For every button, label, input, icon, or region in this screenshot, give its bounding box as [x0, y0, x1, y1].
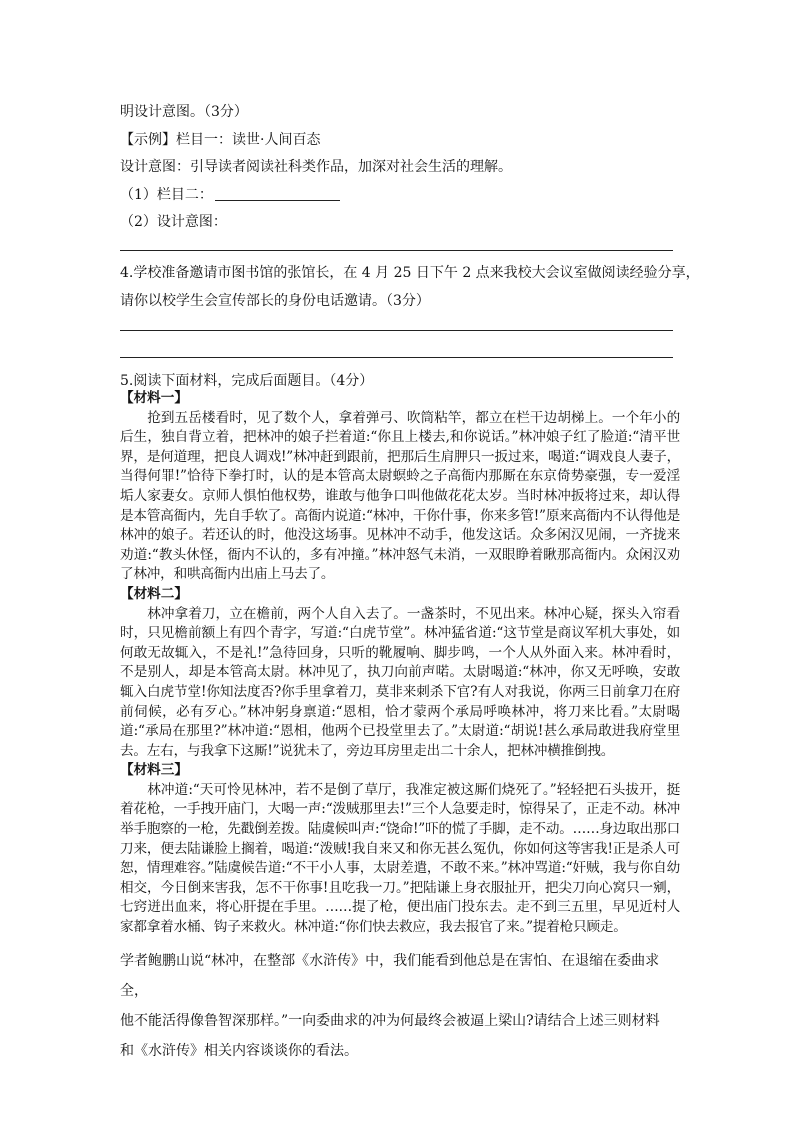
question-5-prompt-line-1: 学者鲍鹏山说“林冲，在整部《水浒传》中，我们能看到他总是在害怕、在退缩在委曲求全， — [120, 953, 660, 999]
material-1-text: 抢到五岳楼看时，见了数个人，拿着弹弓、吹筒粘竿，都立在栏干边胡梯上。一个年小的后生，独自背立着，把林冲的娘子拦着道:“你且上楼去,和你说话。”林冲娘子红了脸道:“清平世界，是何道理，把良人调戏!”林冲赶到跟前，把那后生肩胛只一扳过来，喝道:“调戏良人妻子，当得何罪!”恰待下拳打时，认的是本管高太尉螟蛉之子高衙内那厮在东京倚势豪强，专一爱淫垢人家妻女。京师人惧怕他权势，谁敢与他争口叫他做花花太岁。当时林冲扳将过来，却认得是本管高衙内，先自手软了。高衙内说道:“林冲，干你什事，你来多管!”原来高衙内不认得他是林冲的娘子。若还认的时，他没这场事。见林冲不动手，他发这话。众多闲汉见闹，一齐拢来劝道:“教头休怪，衙内不认的，多有冲撞。”林冲怒气未消，一双眼睁着瞅那高衙内。众闲汉劝了林冲，和哄高衙内出庙上马去了。 — [120, 409, 680, 583]
column-two-answer-blank[interactable] — [215, 186, 340, 201]
material-section — [120, 389, 680, 938]
answer-line[interactable] — [120, 357, 673, 358]
question-4-line-1: 4.学校准备邀请市图书馆的张馆长，在 4 月 25 日下午 2 点来我校大会议室做阅读经验分享， — [120, 265, 700, 281]
example-intent-line: 设计意图：引导读者阅读社科类作品，加深对社会生活的理解。 — [120, 159, 512, 175]
material-1-heading: 【材料一】 — [120, 390, 188, 406]
material-3-heading: 【材料三】 — [120, 762, 188, 779]
design-intent-label: （2）设计意图： — [120, 214, 227, 230]
material-2-text: 林冲拿着刀，立在檐前，两个人自入去了。一盏茶时，不见出来。林冲心疑，探头入帘看时，只见檐前额上有四个青字，写道:“白虎节堂”。林冲猛省道:“这节堂是商议军机大事处，如何敢无故辄入，不是礼!”急待回身，只听的靴履响、脚步鸣，一个人从外面入来。林冲看时，不是别人，却是本管高太尉。林冲见了，执刀向前声喏。太尉喝道:“林冲，你又无呼唤，安敢辄入白虎节堂!你知法度否?你手里拿着刀，莫非来刺杀下官?有人对我说，你两三日前拿刀在府前伺候，必有歹心。”林冲躬身禀道:“恩相，恰才蒙两个承局呼唤林冲，将刀来比看。”太尉喝道:“承局在那里?”林冲道:“恩相，他两个已投堂里去了。”太尉道:“胡说!甚么承局敢进我府堂里去。左右，与我拿下这厮!”说犹未了，旁边耳房里走出二十余人，把林冲横推倒拽。 — [120, 605, 680, 759]
column-two-line — [120, 185, 680, 205]
column-two-label: （1）栏目二： — [120, 187, 213, 203]
question-5-prompt-line-2: 他不能活得像鲁智深那样。”一向委曲求的冲为何最终会被逼上梁山?请结合上述三则材料 — [120, 1013, 660, 1029]
material-3-text: 林冲道:“天可怜见林冲，若不是倒了草厅，我准定被这厮们烧死了。”轻轻把石头拔开，挺着花枪，一手拽开庙门，大喝一声:“泼贼那里去!”三个人急要走时，惊得呆了，正走不动。林冲举手胞察的一枪，先戳倒差拨。陆虞候叫声:“饶命!”吓的慌了手脚，走不动。……身边取出那口刀来，便去陆谦脸上搁着，喝道:“泼贼!我自来又和你无甚么冤仇，你如何这等害我!正是杀人可恕，情理难容。”陆虞候告道:“不干小人事，太尉差遣，不敢不来。”林冲骂道:“奸贼，我与你自幼相交，今日倒来害我，怎不干你事!且吃我一刀。”把陆谦上身衣服扯开，把尖刀向心窝只一剜，七窍迸出血来，将心肝提在手里。……提了枪，便出庙门投东去。走不到三五里，早见近村人家都拿着水桶、钩子来救火。林冲道:“你们快去救应，我去报官了来。”提着枪只顾走。 — [120, 781, 680, 936]
example-line: 【示例】栏目一：读世·人间百态 — [120, 132, 321, 148]
answer-line[interactable] — [120, 330, 673, 331]
question-4-line-2: 请你以校学生会宣传部长的身份电话邀请。（3分） — [120, 293, 430, 309]
question-5-prompt — [120, 946, 680, 1066]
question-5-prompt-line-3: 和《水浒传》相关内容谈谈你的看法。 — [120, 1043, 358, 1059]
question-5-title: 5.阅读下面材料，完成后面题目。（4分） — [120, 373, 374, 389]
material-2-heading: 【材料二】 — [120, 585, 188, 602]
answer-line[interactable] — [120, 250, 673, 251]
continued-question-line: 明设计意图。（3分） — [120, 104, 248, 120]
